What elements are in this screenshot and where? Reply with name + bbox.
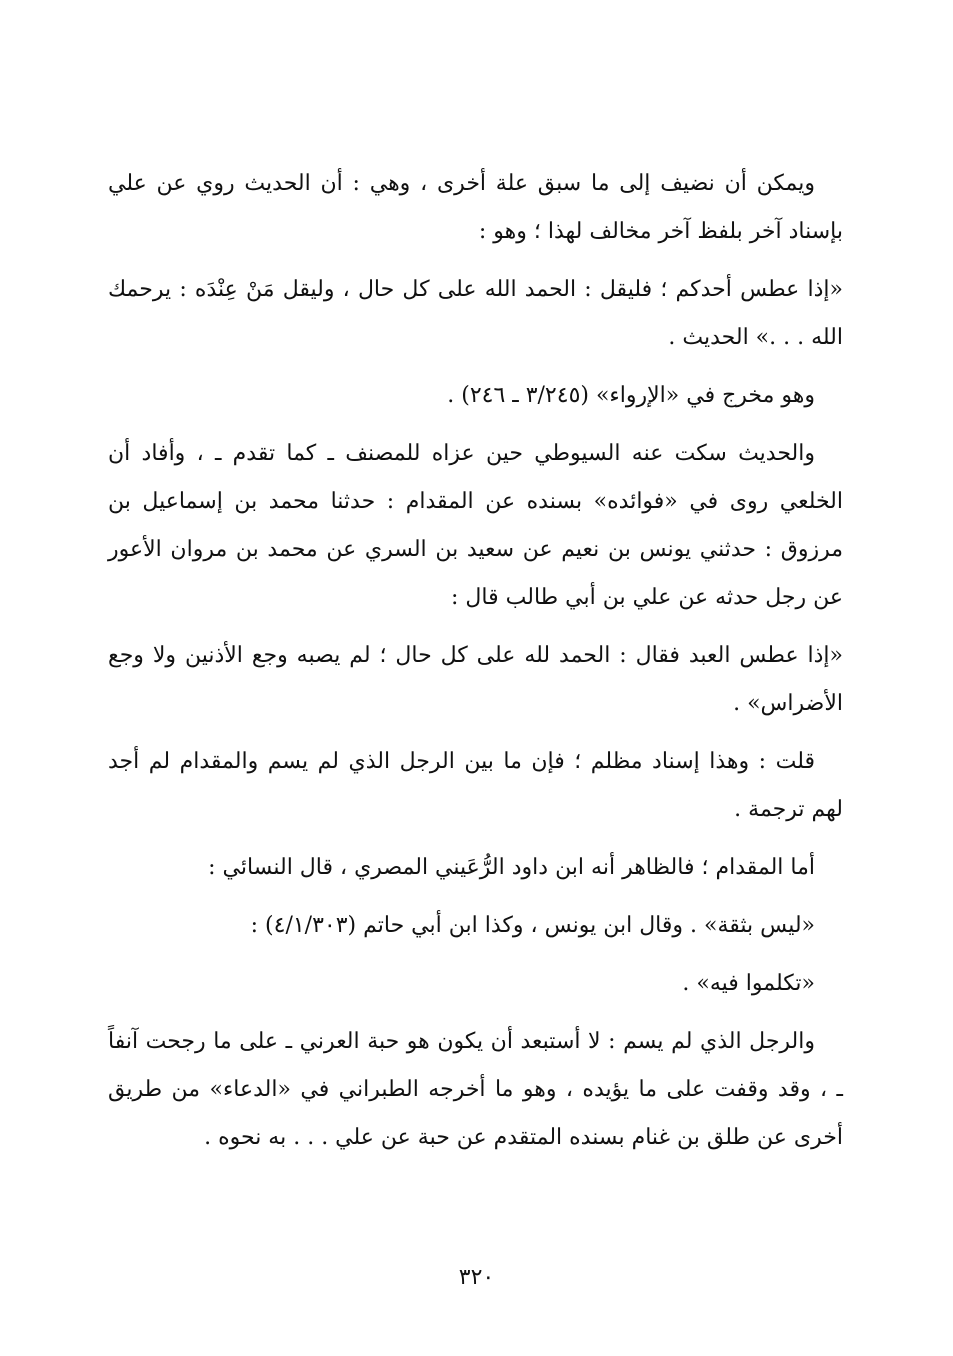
- page-body: [108, 160, 843, 1172]
- paragraph-they-criticized: «تكلموا فيه» .: [682, 971, 815, 996]
- quote-sneeze-hadith-1: «إذا عطس أحدكم ؛ فليقل : الحمد الله على كل حال ، وليقل مَنْ عِنْدَه : يرحمك الله . . .» الحديث .: [108, 277, 843, 350]
- paragraph-miqdam: أما المقدام ؛ فالظاهر أنه ابن داود الرُّعَيني المصري ، قال النسائي :: [208, 855, 815, 880]
- paragraph-unnamed-man: والرجل الذي لم يسم : لا أستبعد أن يكون هو حبة العرني ـ على ما رجحت آنفاً ـ ، وقد وقفت على ما يؤيده ، وهو ما أخرجه الطبراني في «الدعاء» من طريق أخرى عن طلق بن غنام بسنده المتقدم عن حبة عن علي . . . به نحوه .: [108, 1029, 843, 1150]
- page-number: ٣٢٠: [458, 1265, 495, 1290]
- paragraph-additional-defect: ويمكن أن نضيف إلى ما سبق علة أخرى ، وهي : أن الحديث روي عن علي بإسناد آخر بلفظ آخر مخالف لهذا ؛ وهو :: [108, 171, 843, 244]
- paragraph-ibn-yunus: «ليس بثقة» . وقال ابن يونس ، وكذا ابن أبي حاتم (٤/١/٣٠٣) :: [250, 913, 815, 938]
- quote-sneeze-hadith-2: «إذا عطس العبد فقال : الحمد لله على كل حال ؛ لم يصبه وجع الأذنين ولا وجع الأضراس» .: [108, 643, 843, 716]
- paragraph-irwa-reference: وهو مخرج في «الإرواء» (٣/٢٤٥ ـ ٢٤٦) .: [447, 383, 815, 408]
- paragraph-suyuti-note: والحديث سكت عنه السيوطي حين عزاه للمصنف ـ كما تقدم ـ ، وأفاد أن الخلعي روى في «فوائده» بسنده عن المقدام : حدثنا محمد بن إسماعيل بن مرزوق : حدثني يونس بن نعيم عن سعيد بن السري عن محمد بن مروان الأعور عن رجل حدثه عن علي بن أبي طالب قال :: [108, 441, 843, 610]
- paragraph-dark-isnad: قلت : وهذا إسناد مظلم ؛ فإن ما بين الرجل الذي لم يسم والمقدام لم أجد لهم ترجمة .: [108, 749, 843, 822]
